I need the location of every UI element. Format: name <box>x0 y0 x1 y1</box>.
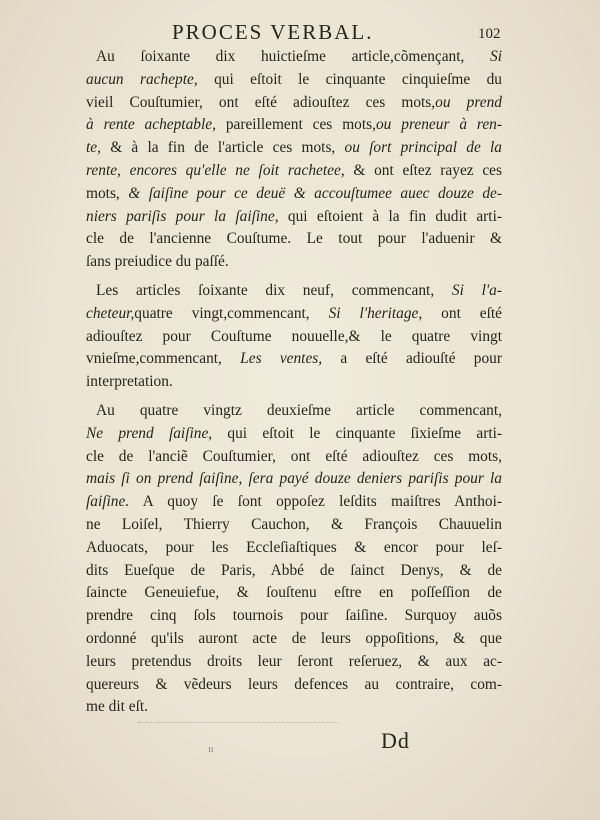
text-line <box>86 537 502 560</box>
text-segment: A quoy ſe ſont oppoſez leſdits maiſtres Anthoi- <box>129 493 502 511</box>
text-line <box>86 326 502 349</box>
text-line <box>86 251 502 274</box>
text-segment: Au quatre vingtz deuxieſme article commencant, <box>96 401 502 419</box>
text-line <box>86 560 502 583</box>
paragraph <box>86 280 502 394</box>
italic-text: ou ſort principal de la <box>344 139 502 157</box>
italic-text: & ſaiſine pour ce deuë & accouſtumee auec douze de- <box>128 184 502 202</box>
text-segment: , & à la fin de l'article ces mots, <box>97 139 345 157</box>
text-segment: cle de l'ancienne Couſtume. Le tout pour l'aduenir & <box>86 230 502 248</box>
text-segment: a eſté adiouſté pour <box>322 350 502 368</box>
text-segment: mots, <box>86 184 129 202</box>
page-header <box>0 16 600 46</box>
text-segment: interpretation. <box>86 373 173 391</box>
italic-text: niers pariſis pour la ſaiſine <box>86 207 275 225</box>
italic-text: ou prend <box>435 93 502 111</box>
text-line <box>86 514 502 537</box>
italic-text: Si l'a- <box>451 281 502 299</box>
text-line <box>86 114 502 137</box>
text-line <box>86 46 502 69</box>
text-line <box>86 371 502 394</box>
text-segment: ſaincte Geneuiefue, & ſouſtenu eſtre en poſſeſſion de <box>86 584 502 602</box>
italic-text: aucun rachepte <box>86 70 194 88</box>
text-segment: ſans preiudice du paſſé. <box>86 253 229 271</box>
paragraph <box>86 46 502 274</box>
signature-mark: Dd <box>381 728 410 753</box>
text-segment: dits Eueſque de Paris, Abbé de ſainct Denys, & de <box>86 561 502 579</box>
text-segment: , & ont eſtez rayez ces <box>340 161 502 179</box>
page-footer <box>0 728 600 768</box>
text-line <box>86 69 502 92</box>
text-segment: , qui eſtoit le cinquante cinquieſme du <box>193 70 502 88</box>
text-line <box>86 400 502 423</box>
italic-text: Les ventes, <box>240 350 323 368</box>
text-line <box>86 183 502 206</box>
text-line <box>86 92 502 115</box>
text-line <box>86 605 502 628</box>
paragraph <box>86 400 502 719</box>
text-line <box>86 348 502 371</box>
italic-text: Ne prend ſaiſine <box>86 424 209 442</box>
text-segment: adiouſtez pour Couſtume nouuelle,& le quatre vingt <box>86 327 502 345</box>
text-segment: Aduocats, pour les Eccleſiaſtiques & encor pour leſ- <box>86 538 502 556</box>
running-title: PROCES VERBAL. <box>172 20 374 44</box>
text-line <box>86 696 502 719</box>
text-segment: vnieſme,commencant, <box>86 350 241 368</box>
text-line <box>86 674 502 697</box>
text-segment: vieil Couſtumier, ont eſté adiouſtez ces mots, <box>86 93 436 111</box>
text-segment: ont eſté <box>422 304 502 322</box>
italic-text: cheteur, <box>86 304 135 322</box>
text-line <box>86 206 502 229</box>
text-line <box>86 582 502 605</box>
text-segment: ne Loiſel, Thierry Cauchon, & François Chauuelin <box>86 515 502 533</box>
text-line <box>86 303 502 326</box>
text-segment: Au ſoixante dix huictieſme article,cõmençant, <box>96 48 491 65</box>
page-number: 102 <box>478 26 501 42</box>
text-line <box>86 228 502 251</box>
italic-text: te <box>86 139 98 157</box>
text-segment: me dit eſt. <box>86 698 148 716</box>
stray-mark: ıı <box>208 744 214 755</box>
text-line <box>86 651 502 674</box>
text-line <box>86 491 502 514</box>
text-line <box>86 446 502 469</box>
body-text <box>86 46 502 725</box>
italic-text: ſaiſine. <box>86 493 130 511</box>
text-line <box>86 137 502 160</box>
text-segment: quereurs & vẽdeurs leurs defences au contraire, com- <box>86 675 502 693</box>
text-segment: prendre cinq ſols tournois pour ſaiſine. Surquoy auõs <box>86 607 502 625</box>
italic-text: rente, encores qu'elle ne ſoit rachetee <box>86 161 341 179</box>
dotted-divider <box>138 722 338 724</box>
text-segment: , qui eſtoient à la fin dudit arti- <box>274 207 502 225</box>
text-segment: cle de l'anciẽ Couſtumier, ont eſté adiouſtez ces mots, <box>86 447 502 465</box>
text-segment: pareillement ces mots, <box>215 116 376 134</box>
text-line <box>86 160 502 183</box>
text-line <box>86 423 502 446</box>
italic-text: mais ſi on prend ſaiſine, ſera payé douze deniers pariſis pour la <box>86 470 502 488</box>
text-line <box>86 628 502 651</box>
italic-text: ou preneur à ren- <box>375 116 502 134</box>
text-line <box>86 280 502 303</box>
italic-text: Si l'heritage, <box>328 304 423 322</box>
italic-text: Si <box>490 48 502 65</box>
text-line <box>86 468 502 491</box>
text-segment: , qui eſtoit le cinquante ſixieſme arti- <box>208 424 502 442</box>
text-segment: ordonné qu'ils auront acte de leurs oppoſitions, & que <box>86 629 502 647</box>
text-segment: Les articles ſoixante dix neuf, commencant, <box>96 281 452 299</box>
italic-text: à rente acheptable, <box>86 116 216 134</box>
text-segment: quatre vingt,commencant, <box>134 304 329 322</box>
text-segment: leurs pretendus droits leur ſeront reſeruez, & aux ac- <box>86 652 502 670</box>
